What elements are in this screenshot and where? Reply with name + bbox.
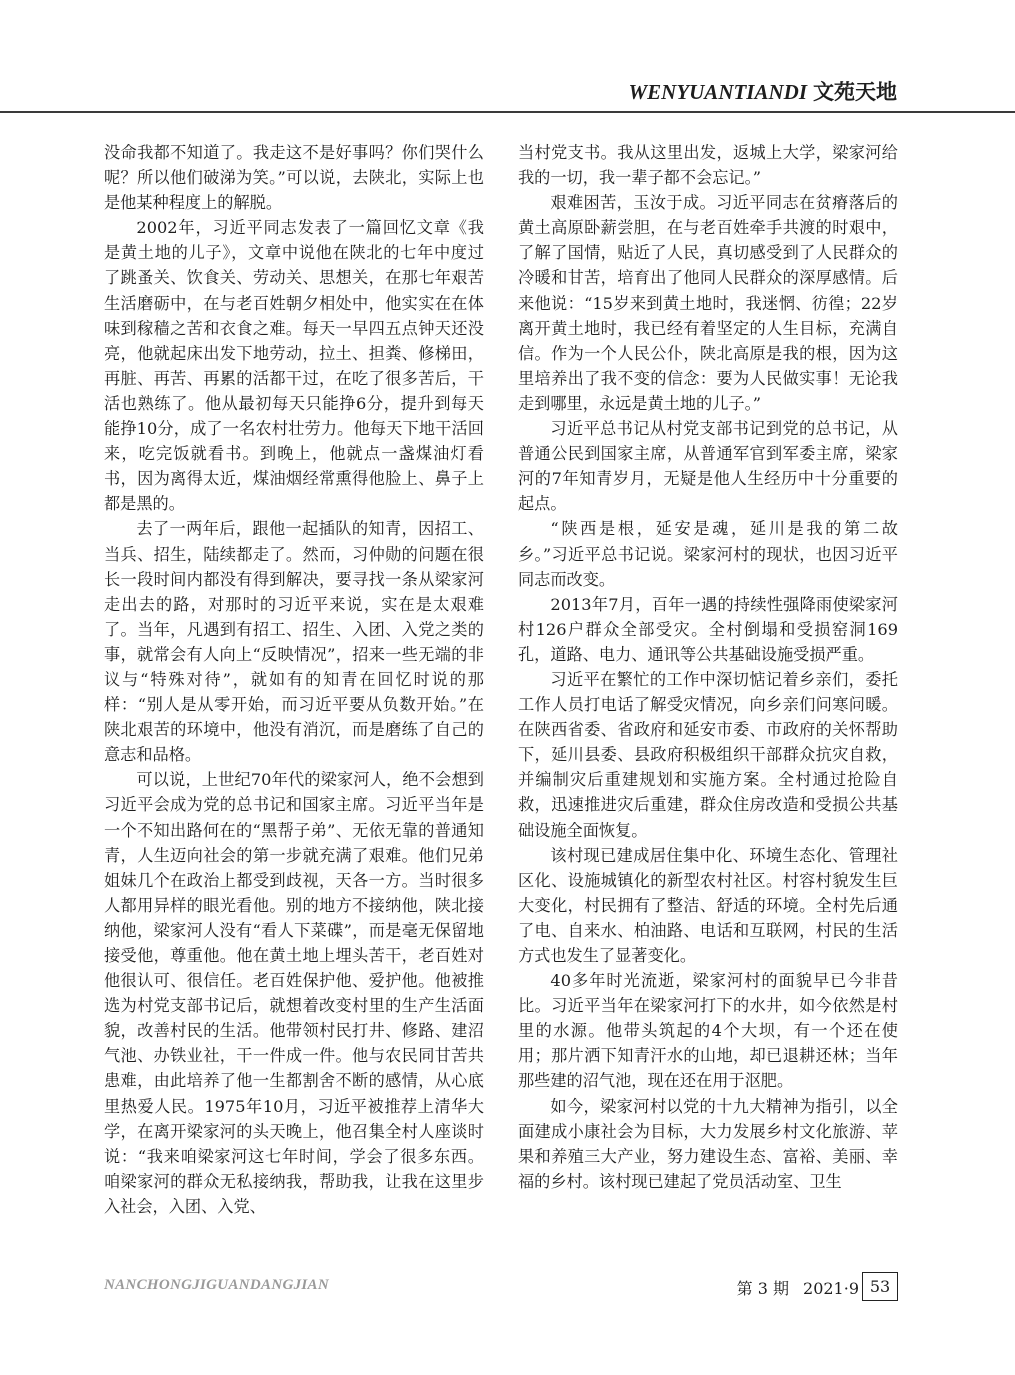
issue-date: 2021·9 (803, 1279, 859, 1298)
paragraph: 40多年时光流逝，梁家河村的面貌早已今非昔比。习近平当年在梁家河打下的水井，如今依然是村里的水源。他带头筑起的4个大坝，有一个还在使用；那片洒下知青汗水的山地，却已退耕还林；当年那些建的沼气池，现在还在用于沤肥。 (518, 971, 898, 1091)
paragraph: 该村现已建成居住集中化、环境生态化、管理社区化、设施城镇化的新型农村社区。村容村貌发生巨大变化，村民拥有了整洁、舒适的环境。全村先后通了电、自来水、柏油路、电话和互联网，村民的生活方式也发生了显著变化。 (518, 845, 898, 965)
journal-name: NANCHONGJIGUANDANGJIAN (104, 1277, 329, 1293)
paragraph: 如今，梁家河村以党的十九大精神为指引，以全面建成小康社会为目标，大力发展乡村文化旅游、苹果和养殖三大产业，努力建设生态、富裕、美丽、幸福的乡村。该村现已建起了党员活动室、卫生 (518, 1096, 898, 1191)
section-title (628, 76, 897, 106)
paragraph: 艰难困苦，玉汝于成。习近平同志在贫瘠落后的黄土高原卧薪尝胆，在与老百姓牵手共渡的时艰中，了解了国情，贴近了人民，真切感受到了人民群众的冷暖和甘苦，培育出了他同人民群众的深厚感情。后来他说：“15岁来到黄土地时，我迷惘、彷徨；22岁离开黄土地时，我已经有着坚定的人生目标，充满自信。作为一个人民公仆，陕北高原是我的根，因为这里培养出了我不变的信念：要为人民做实事！无论我走到哪里，永远是黄土地的儿子。” (518, 193, 898, 413)
paragraph: 去了一两年后，跟他一起插队的知青，因招工、当兵、招生，陆续都走了。然而，习仲勋的问题在很长一段时间内都没有得到解决，要寻找一条从梁家河走出去的路，对那时的习近平来说，实在是太艰难了。当年，凡遇到有招工、招生、入团、入党之类的事，就常会有人向上“反映情况”，招来一些无端的非议与“特殊对待”，就如有的知青在回忆时说的那样：“别人是从零开始，而习近平要从负数开始。”在陕北艰苦的环境中，他没有消沉，而是磨练了自己的意志和品格。 (104, 519, 484, 765)
issue-info (737, 1276, 859, 1299)
paragraph: 没命我都不知道了。我走这不是好事吗？你们哭什么呢？所以他们破涕为笑。”可以说，去陕北，实际上也是他某种程度上的解脱。 (104, 143, 484, 213)
header-divider (0, 111, 1015, 113)
page-footer (0, 1272, 1015, 1302)
paragraph: 可以说，上世纪70年代的梁家河人，绝不会想到习近平会成为党的总书记和国家主席。习近平当年是一个不知出路何在的“黑帮子弟”、无依无靠的普通知青，人生迈向社会的第一步就充满了艰难。他们兄弟姐妹几个在政治上都受到歧视，天各一方。当时很多人都用异样的眼光看他。别的地方不接纳他，陕北接纳他，梁家河人没有“看人下菜碟”，而是毫无保留地接受他，尊重他。他在黄土地上埋头苦干，老百姓对他很认可、很信任。老百姓保护他、爱护他。他被推选为村党支部书记后，就想着改变村里的生产生活面貌，改善村民的生活。他带领村民打井、修路、建沼气池、办铁业社，干一件成一件。他与农民同甘苦共患难，由此培养了他一生都割舍不断的感情，从心底里热爱人民。1975年10月，习近平被推荐上清华大学，在离开梁家河的头天晚上，他召集全村人座谈时说：“我来咱梁家河这七年时间，学会了很多东西。咱梁家河的群众无私接纳我，帮助我，让我在这里步入社会，入团、入党、 (104, 770, 484, 1216)
section-title-latin: WENYUANTIANDI (628, 80, 807, 104)
page-header (0, 68, 1015, 108)
paragraph: “陕西是根，延安是魂，延川是我的第二故乡。”习近平总书记说。梁家河村的现状，也因习近平同志而改变。 (518, 519, 898, 589)
page-number: 53 (862, 1272, 898, 1301)
paragraph: 2013年7月，百年一遇的持续性强降雨使梁家河村126户群众全部受灾。全村倒塌和受损窑洞169孔，道路、电力、通讯等公共基础设施受损严重。 (518, 594, 898, 664)
right-column (518, 140, 898, 1194)
left-column (104, 140, 484, 1219)
paragraph: 习近平在繁忙的工作中深切惦记着乡亲们，委托工作人员打电话了解受灾情况，向乡亲们问寒问暖。在陕西省委、省政府和延安市委、市政府的关怀帮助下，延川县委、县政府积极组织干部群众抗灾自救，并编制灾后重建规划和实施方案。全村通过抢险自救，迅速推进灾后重建，群众住房改造和受损公共基础设施全面恢复。 (518, 669, 898, 840)
paragraph: 2002年，习近平同志发表了一篇回忆文章《我是黄土地的儿子》，文章中说他在陕北的七年中度过了跳蚤关、饮食关、劳动关、思想关，在那七年艰苦生活磨砺中，在与老百姓朝夕相处中，他实实在在体味到稼穑之苦和衣食之难。每天一早四五点钟天还没亮，他就起床出发下地劳动，拉土、担粪、修梯田，再脏、再苦、再累的活都干过，在吃了很多苦后，干活也熟练了。他从最初每天只能挣6分，提升到每天能挣10分，成了一名农村壮劳力。他每天下地干活回来，吃完饭就看书。到晚上，他就点一盏煤油灯看书，因为离得太近，煤油烟经常熏得他脸上、鼻子上都是黑的。 (104, 218, 484, 514)
section-title-chinese: 文苑天地 (813, 80, 897, 104)
issue-number: 第 3 期 (736, 1279, 790, 1298)
paragraph: 当村党支书。我从这里出发，返城上大学，梁家河给我的一切，我一辈子都不会忘记。” (518, 143, 898, 188)
paragraph: 习近平总书记从村党支部书记到党的总书记，从普通公民到国家主席，从普通军官到军委主席，梁家河的7年知青岁月，无疑是他人生经历中十分重要的起点。 (518, 419, 898, 514)
